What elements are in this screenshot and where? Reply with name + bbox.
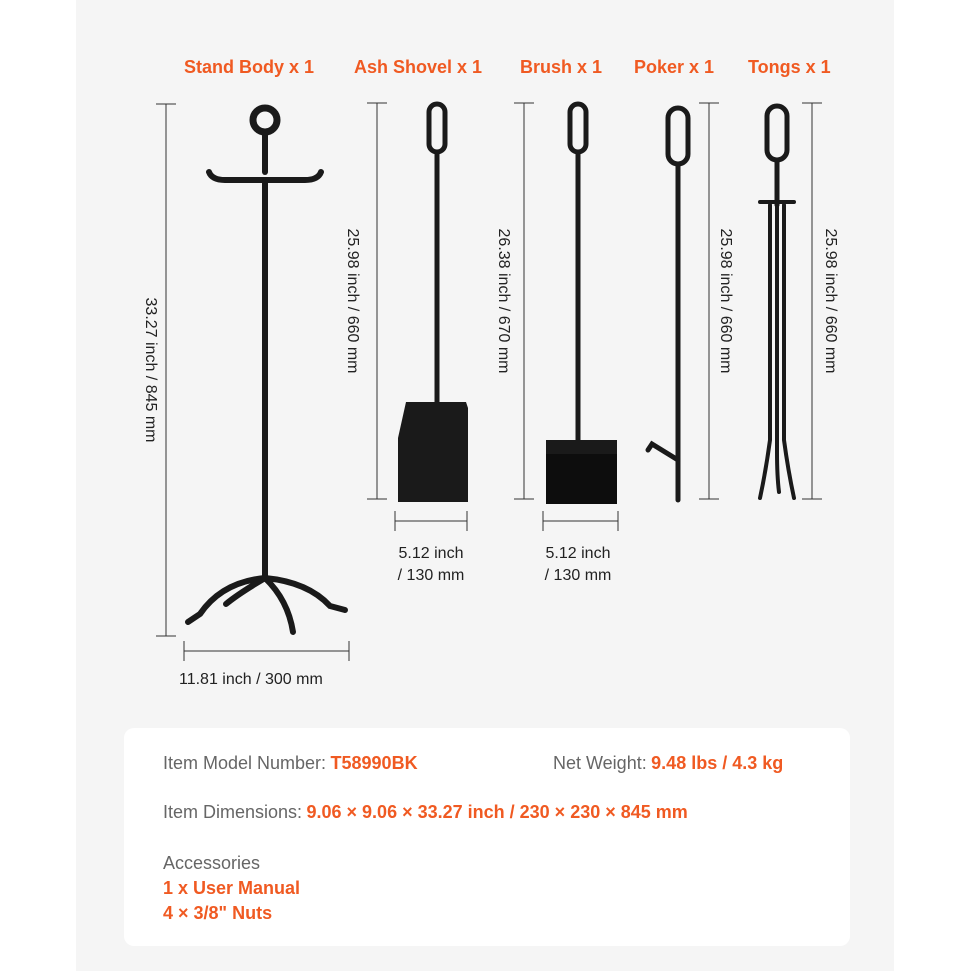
weight-label: Net Weight:	[553, 753, 647, 773]
shovel-width-line2: / 130 mm	[397, 567, 465, 584]
weight-row	[553, 753, 783, 774]
weight-value: 9.48 lbs / 4.3 kg	[651, 753, 784, 773]
ash-shovel-shape	[398, 104, 468, 502]
stand-width-label: 11.81 inch / 300 mm	[179, 671, 323, 688]
model-label: Item Model Number:	[163, 753, 327, 773]
poker-height-label: 25.98 inch / 660 mm	[717, 228, 734, 374]
accessories-label: Accessories	[163, 853, 261, 873]
accessory-item: 4 × 3/8" Nuts	[163, 903, 273, 923]
shovel-title: Ash Shovel x 1	[354, 57, 483, 77]
dimensions-value: 9.06 × 9.06 × 33.27 inch / 230 × 230 × 845 mm	[306, 802, 688, 822]
dimensions-label: Item Dimensions:	[163, 802, 303, 822]
tongs-title: Tongs x 1	[748, 57, 831, 77]
shovel-width-label	[386, 543, 476, 587]
model-row	[163, 753, 418, 774]
poker-title: Poker x 1	[634, 57, 715, 77]
spec-card	[124, 728, 850, 946]
shovel-height-label: 25.98 inch / 660 mm	[344, 228, 361, 374]
accessory-item: 1 x User Manual	[163, 878, 301, 898]
stand-title: Stand Body x 1	[184, 57, 315, 77]
model-value: T58990BK	[330, 753, 418, 773]
brush-width-line1: 5.12 inch	[545, 545, 611, 562]
accessories-block	[163, 851, 300, 926]
brush-height-label: 26.38 inch / 670 mm	[495, 228, 512, 374]
brush-width-label	[533, 543, 623, 587]
stand-height-label: 33.27 inch / 845 mm	[142, 297, 159, 443]
brush-shape	[546, 104, 617, 504]
poker-shape	[648, 108, 688, 500]
tongs-shape	[760, 106, 794, 498]
brush-width-line2: / 130 mm	[544, 567, 612, 584]
stand-body-shape	[188, 108, 345, 632]
shovel-width-line1: 5.12 inch	[398, 545, 464, 562]
brush-title: Brush x 1	[520, 57, 603, 77]
dimensions-row	[163, 802, 688, 823]
tongs-height-label: 25.98 inch / 660 mm	[822, 228, 839, 374]
